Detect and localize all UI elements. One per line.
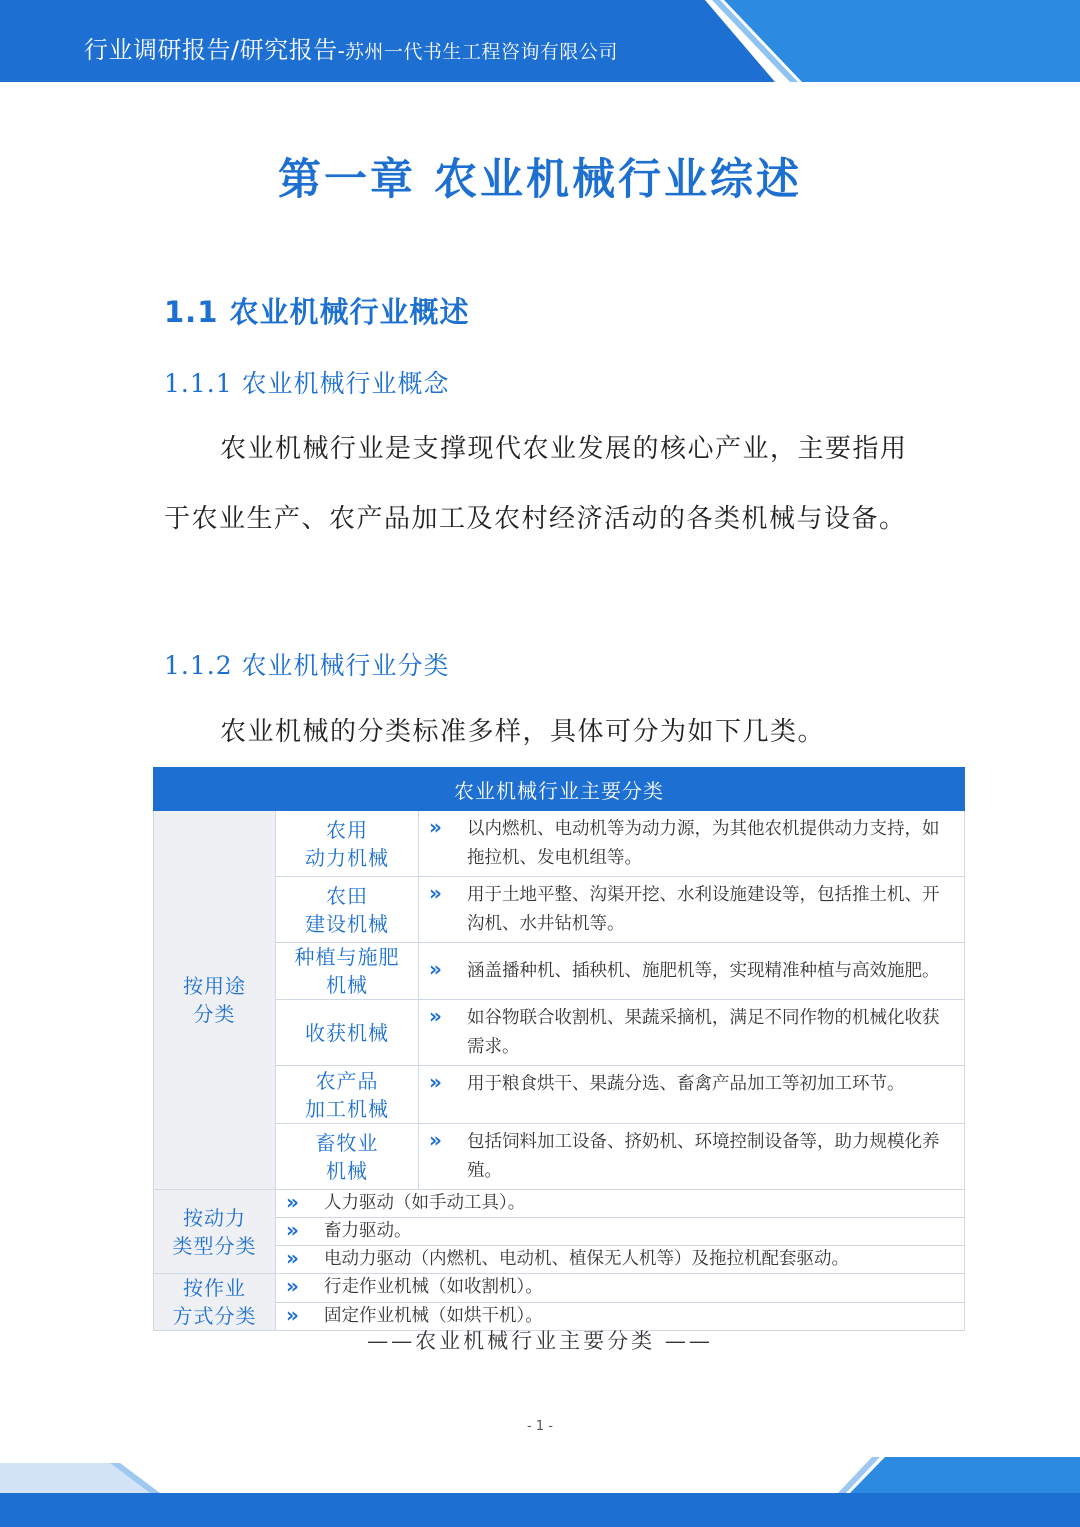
description-cell	[419, 877, 965, 943]
subcategory-label: 农用 动力机械	[305, 817, 389, 870]
category-by-power	[154, 1190, 276, 1274]
table-title: 农业机械行业主要分类	[154, 768, 965, 811]
subcategory-cell	[276, 943, 419, 1000]
double-chevron-right-icon: »	[286, 1190, 299, 1214]
company-name: 苏州一代书生工程咨询有限公司	[344, 41, 618, 63]
subsection-title-classification: 1.1.2 农业机械行业分类	[164, 651, 450, 680]
header-title	[84, 30, 618, 65]
paragraph-classification-intro: 农业机械的分类标准多样，具体可分为如下几类。	[220, 717, 826, 747]
double-chevron-right-icon: »	[429, 815, 442, 839]
page-number: - 1 -	[527, 1419, 553, 1434]
category-by-use	[154, 811, 276, 1190]
double-chevron-right-icon: »	[429, 881, 442, 905]
description-cell	[419, 1124, 965, 1190]
footer-band-graphic	[0, 1457, 1080, 1527]
double-chevron-right-icon: »	[429, 956, 442, 981]
list-item-text: 畜力驱动。	[324, 1221, 412, 1241]
list-item-text: 行走作业机械（如收割机）。	[324, 1277, 543, 1298]
list-item-text: 固定作业机械（如烘干机）。	[324, 1305, 543, 1326]
list-item-text: 人力驱动（如手动工具）。	[324, 1193, 526, 1213]
list-item	[276, 1190, 965, 1218]
double-chevron-right-icon: »	[286, 1246, 299, 1270]
description-text: 如谷物联合收割机、果蔬采摘机，满足不同作物的机械化收获需求。	[467, 1008, 940, 1057]
description-text: 用于土地平整、沟渠开挖、水利设施建设等，包括推土机、开沟机、水井钻机等。	[467, 885, 940, 934]
subcategory-label: 种植与施肥 机械	[294, 945, 400, 997]
description-text: 包括饲料加工设备、挤奶机、环境控制设备等，助力规模化养殖。	[467, 1132, 940, 1181]
description-text: 用于粮食烘干、果蔬分选、畜禽产品加工等初加工环节。	[467, 1074, 905, 1094]
double-chevron-right-icon: »	[286, 1218, 299, 1242]
subcategory-cell	[276, 877, 419, 943]
subcategory-cell	[276, 1000, 419, 1066]
category-label: 按作业 方式分类	[172, 1276, 257, 1328]
report-type-label: 行业调研报告/研究报告	[84, 36, 338, 64]
category-by-operation	[154, 1274, 276, 1331]
list-item	[276, 1274, 965, 1303]
paragraph-concept: 农业机械行业是支撑现代农业发展的核心产业，主要指用于农业生产、农产品加工及农村经济活动的各类机械与设备。	[164, 434, 908, 534]
classification-table	[153, 767, 965, 1331]
double-chevron-right-icon: »	[286, 1274, 299, 1299]
subcategory-cell	[276, 811, 419, 877]
footer-band	[0, 1457, 1080, 1527]
double-chevron-right-icon: »	[286, 1302, 299, 1327]
list-item-text: 电动力驱动（内燃机、电动机、植保无人机等）及拖拉机配套驱动。	[324, 1249, 849, 1269]
description-cell	[419, 811, 965, 877]
header-separator: -	[337, 39, 345, 63]
subcategory-label: 农产品 加工机械	[305, 1068, 389, 1121]
category-label: 按动力 类型分类	[172, 1205, 257, 1258]
double-chevron-right-icon: »	[429, 1128, 442, 1152]
chapter-title: 第一章 农业机械行业综述	[278, 155, 802, 205]
list-item	[276, 1218, 965, 1246]
double-chevron-right-icon: »	[429, 1070, 442, 1094]
section-title: 1.1 农业机械行业概述	[164, 295, 470, 329]
description-cell	[419, 943, 965, 1000]
description-cell	[419, 1000, 965, 1066]
list-item	[276, 1246, 965, 1274]
subsection-title-concept: 1.1.1 农业机械行业概念	[164, 369, 450, 398]
category-label: 按用途 分类	[183, 974, 246, 1026]
description-cell	[419, 1066, 965, 1124]
subcategory-label: 农田 建设机械	[305, 883, 389, 936]
subcategory-label: 收获机械	[305, 1020, 389, 1045]
subcategory-cell	[276, 1066, 419, 1124]
subcategory-label: 畜牧业 机械	[315, 1130, 379, 1183]
description-text: 以内燃机、电动机等为动力源，为其他农机提供动力支持，如拖拉机、发电机组等。	[467, 819, 940, 868]
subcategory-cell	[276, 1124, 419, 1190]
description-text: 涵盖播种机、插秧机、施肥机等，实现精准种植与高效施肥。	[467, 960, 940, 981]
header-band	[0, 0, 1080, 82]
double-chevron-right-icon: »	[429, 1004, 442, 1028]
table-caption: ——农业机械行业主要分类 ——	[367, 1329, 713, 1353]
